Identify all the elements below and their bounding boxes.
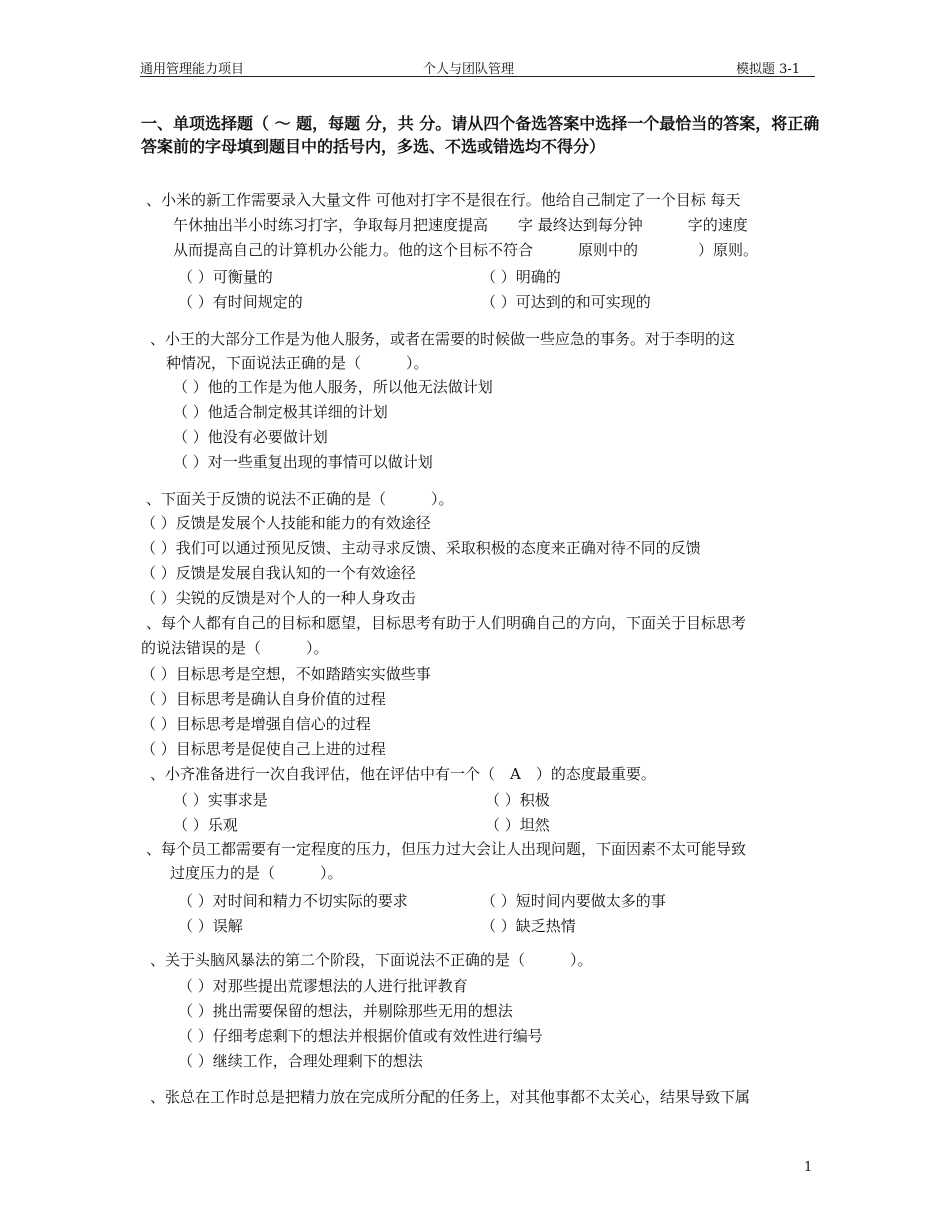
q5-option-b: （ ）积极	[485, 791, 550, 809]
q4-option-d: （ ）目标思考是促使自己上进的过程	[141, 740, 386, 758]
q8-stem-line-1: 、张总在工作时总是把精力放在完成所分配的任务上，对其他事都不太关心，结果导致下属	[150, 1088, 751, 1106]
q4-option-a: （ ）目标思考是空想，不如踏踏实实做些事	[141, 665, 431, 683]
q2-option-b: （ ）他适合制定极其详细的计划	[173, 403, 388, 421]
q2-option-d: （ ）对一些重复出现的事情可以做计划	[173, 453, 433, 471]
q7-option-a: （ ）对那些提出荒谬想法的人进行批评教育	[178, 977, 468, 995]
header-right: 模拟题 3-1	[736, 62, 801, 77]
page-number: 1	[804, 1160, 813, 1175]
header-divider	[140, 76, 815, 77]
q4-stem-line-2: 的说法错误的是（ ）。	[141, 639, 329, 657]
q5-option-d: （ ）坦然	[485, 816, 550, 834]
header-center: 个人与团队管理	[423, 62, 515, 77]
q3-stem-line-1: 、下面关于反馈的说法不正确的是（ ）。	[146, 490, 454, 508]
q2-option-a: （ ）他的工作是为他人服务，所以他无法做计划	[173, 378, 493, 396]
q6-option-d: （ ）缺乏热情	[481, 917, 576, 935]
q7-option-c: （ ）仔细考虑剩下的想法并根据价值或有效性进行编号	[178, 1027, 543, 1045]
q4-option-b: （ ）目标思考是确认自身价值的过程	[141, 690, 386, 708]
q6-option-c: （ ）误解	[178, 917, 243, 935]
header-left: 通用管理能力项目	[140, 62, 245, 77]
q7-option-d: （ ）继续工作，合理处理剩下的想法	[178, 1052, 423, 1070]
q1-option-b: （ ）明确的	[481, 268, 561, 286]
section-title: 一、单项选择题（ ～ 题，每题 分，共 分。请从四个备选答案中选择一个最恰当的答案，将正确答案前的字母填到题目中的括号内，多选、不选或错选均不得分）	[141, 114, 820, 156]
q2-stem-line-1: 、小王的大部分工作是为他人服务，或者在需要的时候做一些应急的事务。对于李明的这	[150, 330, 736, 348]
q5-option-a: （ ）实事求是	[173, 791, 268, 809]
q2-option-c: （ ）他没有必要做计划	[173, 428, 328, 446]
q3-option-b: （ ）我们可以通过预见反馈、主动寻求反馈、采取积极的态度来正确对待不同的反馈	[141, 539, 701, 557]
q1-stem-line-3: 从而提高自己的计算机办公能力。他的这个目标不符合 原则中的 ）原则。	[173, 241, 759, 259]
q7-stem-line-1: 、关于头脑风暴法的第二个阶段，下面说法不正确的是（ ）。	[150, 951, 593, 969]
q1-stem-line-2: 午休抽出半小时练习打字，争取每月把速度提高 字 最终达到每分钟 字的速度	[173, 216, 748, 234]
q1-stem-line-1: 、小米的新工作需要录入大量文件 可他对打字不是很在行。他给自己制定了一个目标 每天	[146, 191, 741, 209]
q1-option-a: （ ）可衡量的	[178, 268, 273, 286]
q4-stem-line-1: 、每个人都有自己的目标和愿望，目标思考有助于人们明确自己的方向，下面关于目标思考	[146, 614, 747, 632]
q4-option-c: （ ）目标思考是增强自信心的过程	[141, 715, 371, 733]
q6-stem-line-1: 、每个员工都需要有一定程度的压力，但压力过大会让人出现问题，下面因素不太可能导致	[146, 840, 747, 858]
q6-option-a: （ ）对时间和精力不切实际的要求	[178, 892, 408, 910]
q3-option-c: （ ）反馈是发展自我认知的一个有效途径	[141, 564, 416, 582]
q3-option-a: （ ）反馈是发展个人技能和能力的有效途径	[141, 514, 431, 532]
q5-stem-line-1: 、小齐准备进行一次自我评估，他在评估中有一个（ A ）的态度最重要。	[150, 765, 656, 783]
q1-option-d: （ ）可达到的和可实现的	[481, 293, 651, 311]
q7-option-b: （ ）挑出需要保留的想法，并剔除那些无用的想法	[178, 1002, 513, 1020]
q6-option-b: （ ）短时间内要做太多的事	[481, 892, 666, 910]
q6-stem-line-2: 过度压力的是（ ）。	[170, 864, 343, 882]
q1-option-c: （ ）有时间规定的	[178, 293, 303, 311]
q5-option-c: （ ）乐观	[173, 816, 238, 834]
q2-stem-line-2: 种情况，下面说法正确的是（ ）。	[166, 354, 429, 372]
q3-option-d: （ ）尖锐的反馈是对个人的一种人身攻击	[141, 589, 416, 607]
